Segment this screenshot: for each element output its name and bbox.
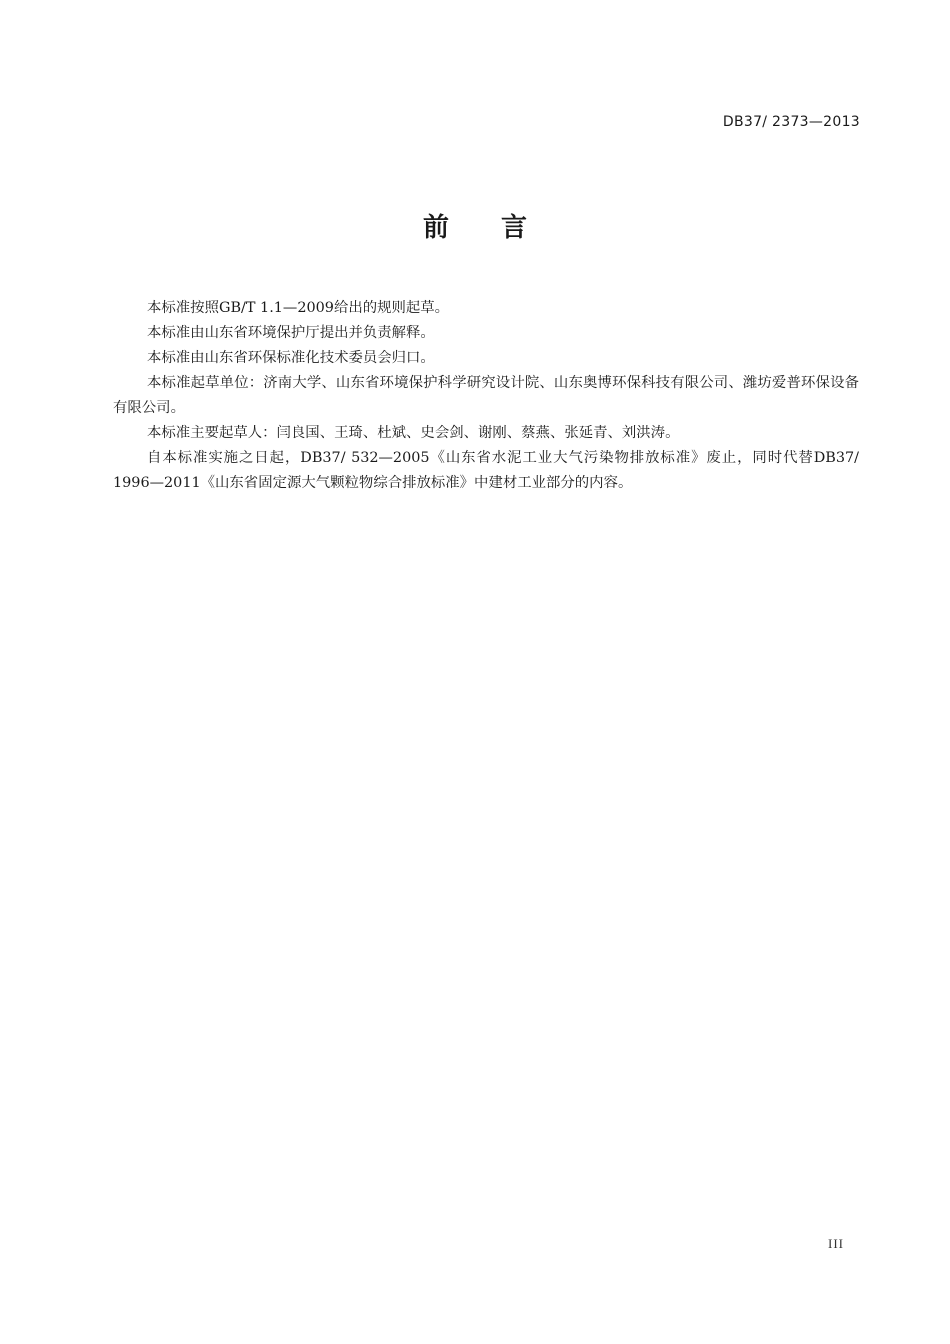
- paragraph-technical-committee: 本标准由山东省环保标准化技术委员会归口。: [147, 350, 435, 366]
- paragraph-drafting-rules: 本标准按照GB/T 1.1—2009给出的规则起草。: [147, 300, 450, 316]
- page-number: III: [828, 1236, 844, 1251]
- foreword-body: [113, 296, 859, 496]
- paragraph-proposer: 本标准由山东省环境保护厅提出并负责解释。: [147, 325, 435, 341]
- paragraph-drafting-units: 本标准起草单位：济南大学、山东省环境保护科学研究设计院、山东奥博环保科技有限公司、潍坊爱普环保设备有限公司。: [113, 375, 859, 416]
- standard-code: DB37/ 2373—2013: [722, 114, 860, 130]
- paragraph-main-drafters: 本标准主要起草人：闫良国、王琦、杜斌、史会剑、谢刚、蔡燕、张延青、刘洪涛。: [147, 425, 680, 441]
- paragraph-replacement-notice: 自本标准实施之日起，DB37/ 532—2005《山东省水泥工业大气污染物排放标准》废止，同时代替DB37/ 1996—2011《山东省固定源大气颗粒物综合排放标准》中建材工业部分的内容。: [113, 450, 859, 491]
- page-title: 前言: [422, 213, 579, 243]
